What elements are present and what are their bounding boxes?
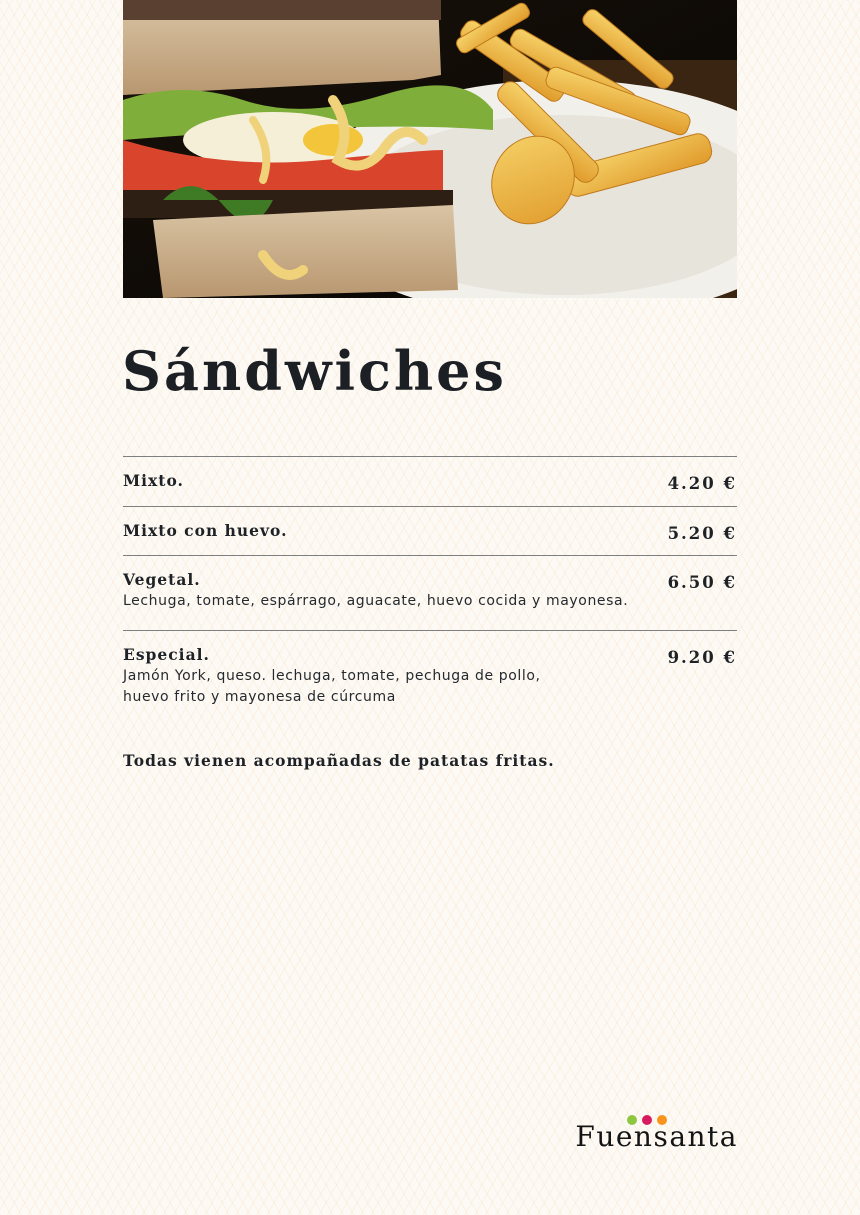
menu-item	[123, 456, 737, 506]
logo-text: Fuensanta	[575, 1120, 738, 1153]
menu-item	[123, 630, 737, 720]
fuensanta-logo	[562, 1115, 738, 1157]
item-name: Mixto con huevo.	[123, 521, 288, 540]
sandwich-with-fries-illustration	[123, 0, 737, 298]
menu-list	[123, 456, 737, 720]
item-description: Lechuga, tomate, espárrago, aguacate, huevo cocida y mayonesa.	[123, 593, 629, 609]
menu-footnote: Todas vienen acompañadas de patatas fritas.	[123, 751, 555, 770]
sandwich-photo	[123, 0, 737, 298]
item-price: 4.20 €	[667, 474, 737, 493]
item-price: 6.50 €	[667, 573, 737, 592]
item-name: Especial.	[123, 645, 210, 664]
item-description: Jamón York, queso. lechuga, tomate, pechuga de pollo, huevo frito y mayonesa de cúrcuma	[123, 668, 541, 705]
menu-item	[123, 555, 737, 630]
page-title: Sándwiches	[122, 339, 507, 403]
item-name: Mixto.	[123, 471, 184, 490]
menu-item	[123, 506, 737, 555]
item-price: 9.20 €	[667, 648, 737, 667]
item-name: Vegetal.	[123, 570, 201, 589]
item-price: 5.20 €	[667, 524, 737, 543]
